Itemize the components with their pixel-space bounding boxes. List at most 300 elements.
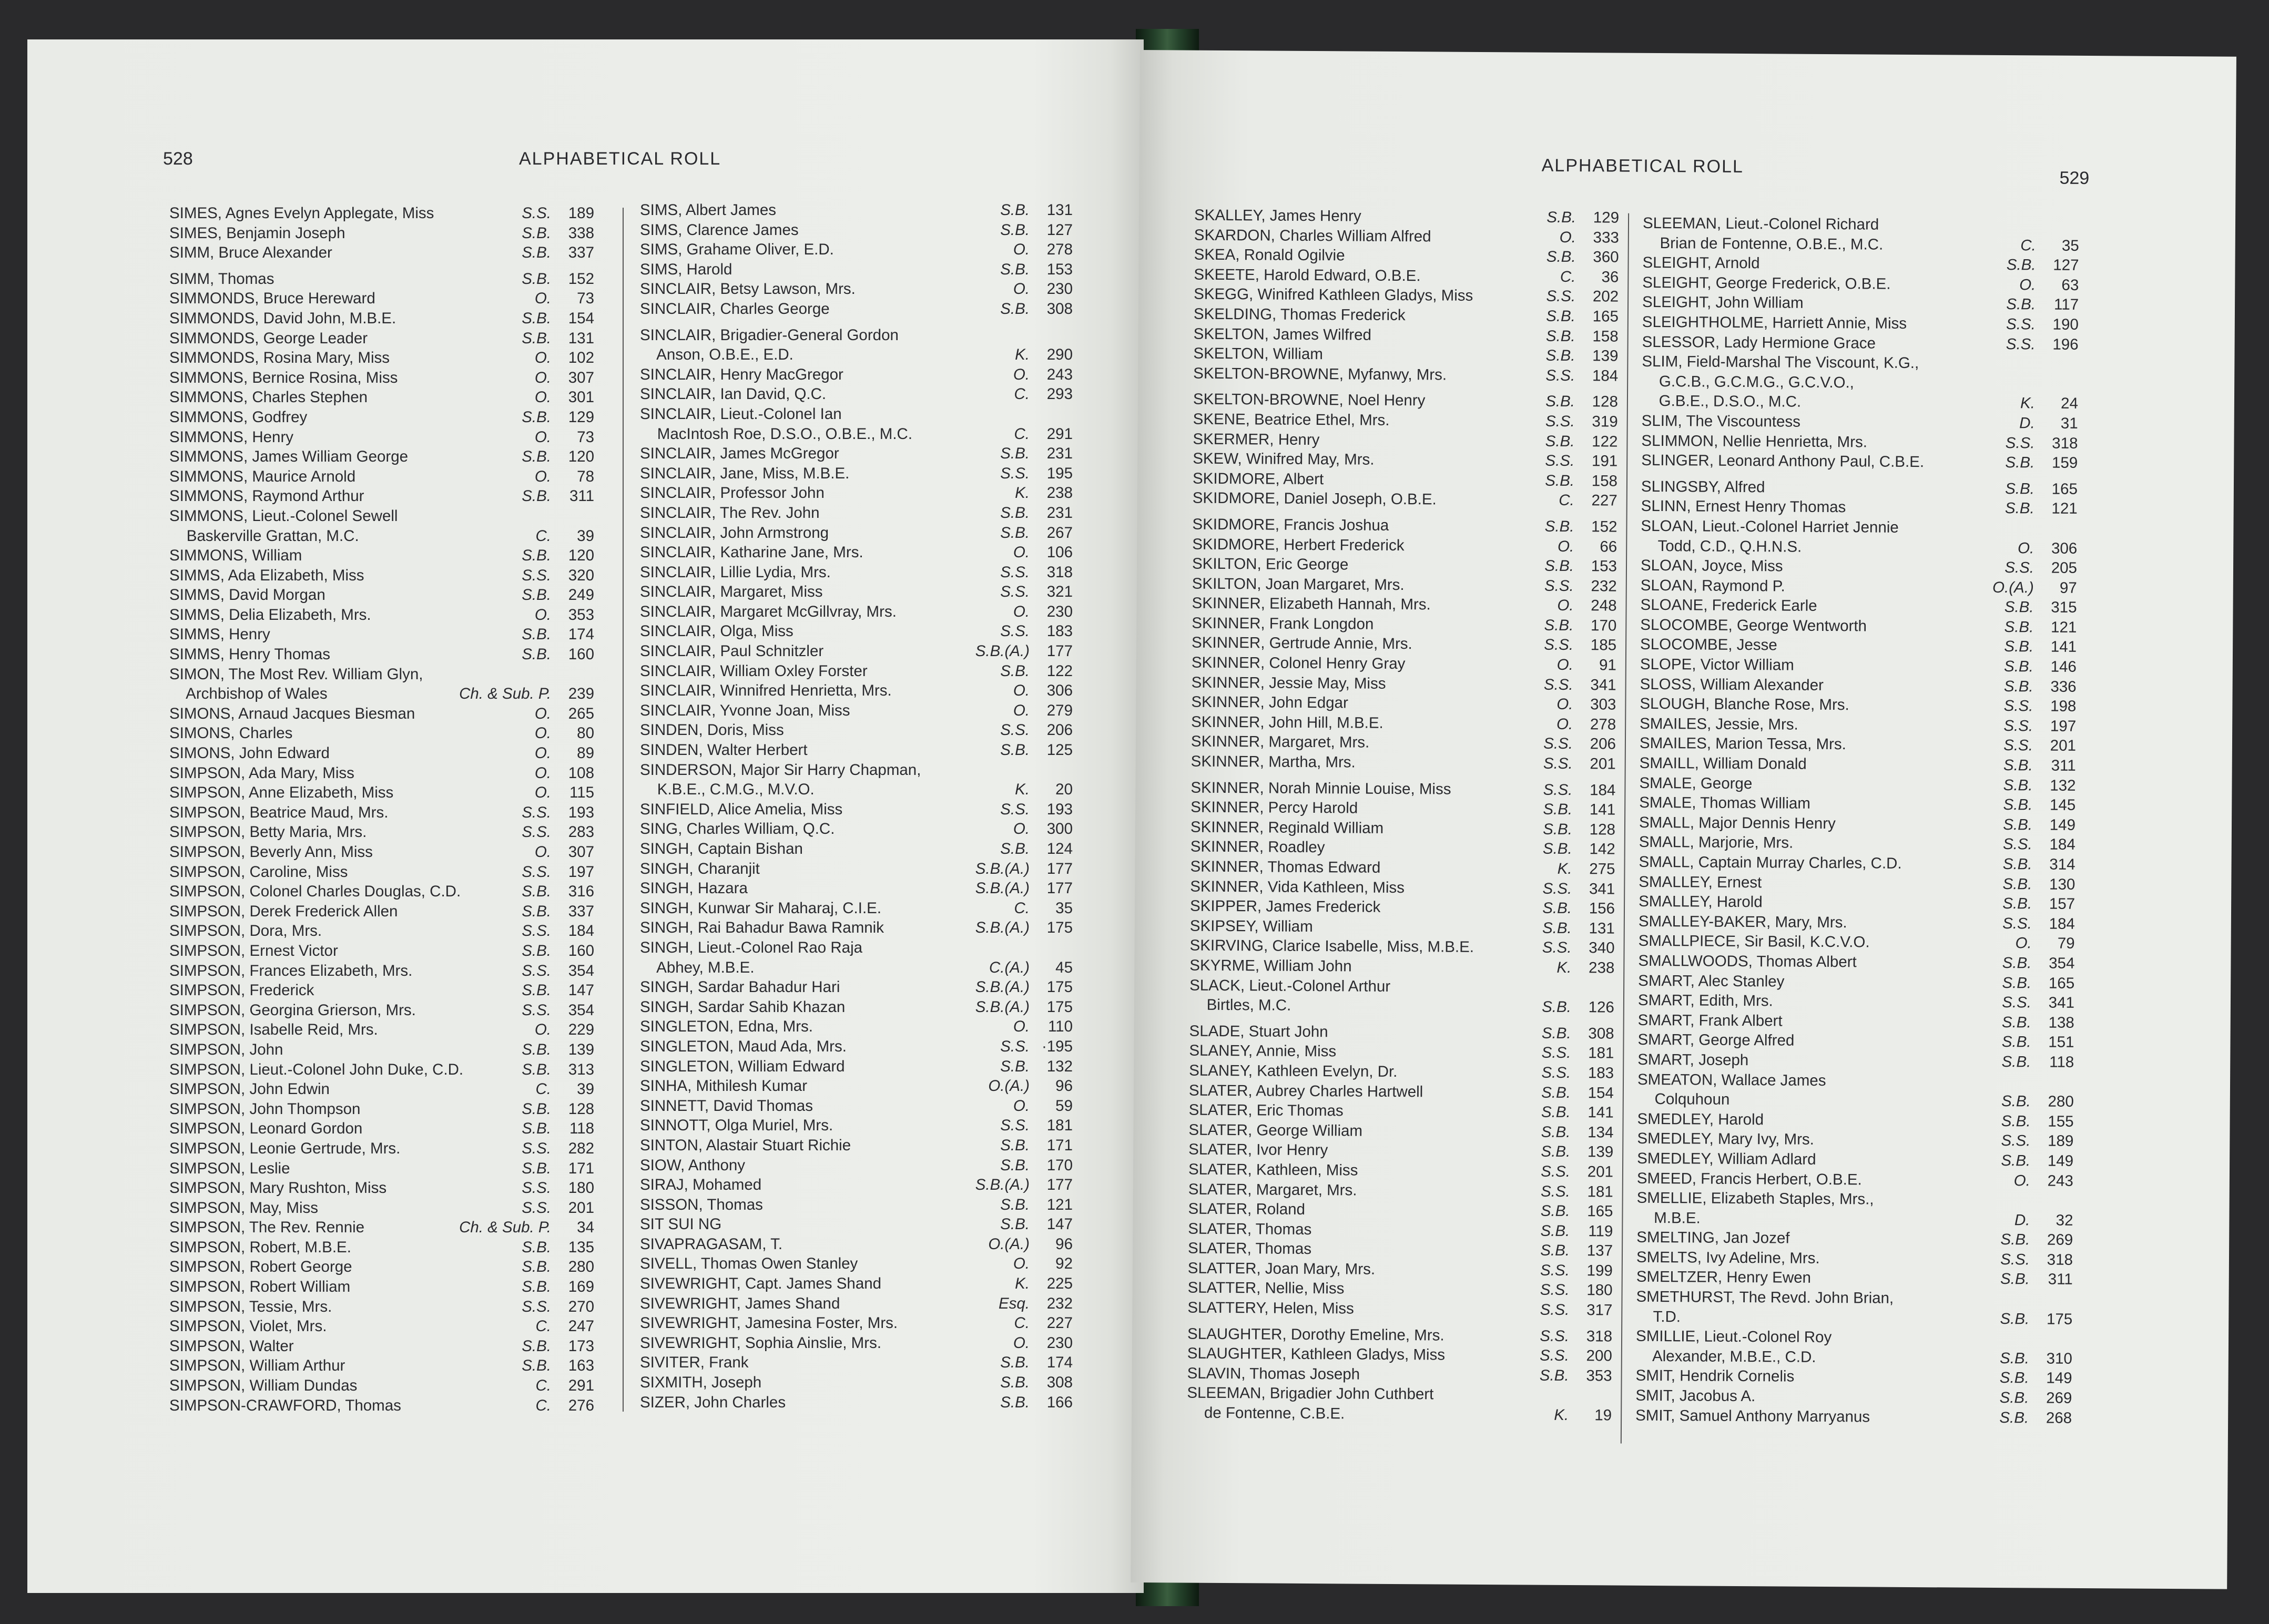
entry-name: SKINNER, Gertrude Annie, Mrs. xyxy=(1192,634,1412,653)
entry-page: 315 xyxy=(2051,598,2077,617)
entry-class: O. xyxy=(534,428,551,446)
roll-entry xyxy=(1640,655,2077,677)
entry-class: O.(A.) xyxy=(1992,578,2034,597)
entry-name: SIVEWRIGHT, Jamesina Foster, Mrs. xyxy=(640,1314,898,1332)
roll-entry xyxy=(1191,798,1615,820)
roll-entry xyxy=(1193,488,1617,511)
entry-class: C.(A.) xyxy=(989,958,1030,976)
roll-entry xyxy=(640,1353,1073,1373)
entry-name: SLESSOR, Lady Hermione Grace xyxy=(1642,333,1876,352)
entry-class: S.B. xyxy=(2005,454,2035,472)
roll-entry xyxy=(640,1096,1073,1116)
entry-name: SIMPSON, Betty Maria, Mrs. xyxy=(169,823,367,841)
entry-class: S.B. xyxy=(1000,1156,1030,1174)
roll-entry xyxy=(169,387,594,407)
roll-entry xyxy=(1192,515,1617,537)
roll-entry xyxy=(1187,1324,1612,1346)
roll-entry xyxy=(1188,1258,1613,1281)
roll-entry xyxy=(169,980,594,1000)
entry-page: 314 xyxy=(2049,855,2075,873)
entry-page: 170 xyxy=(1046,1156,1073,1174)
entry-page: 59 xyxy=(1055,1097,1073,1115)
roll-entry xyxy=(1189,956,1614,978)
entry-class: S.B. xyxy=(1544,517,1574,535)
entry-class: S.S. xyxy=(1543,735,1573,753)
roll-entry xyxy=(1188,1199,1613,1222)
entry-name: SIVAPRAGASAM, T. xyxy=(640,1235,783,1253)
entry-class: S.S. xyxy=(522,823,551,841)
roll-entry xyxy=(1636,1306,2072,1329)
entry-page xyxy=(1571,978,1614,998)
entry-class: S.B. xyxy=(1000,840,1030,857)
entry-page: 119 xyxy=(1588,1222,1613,1240)
entry-name: SKINNER, Reginald William xyxy=(1190,818,1384,837)
entry-name: SMALLEY, Harold xyxy=(1639,893,1763,911)
entry-page: 45 xyxy=(1055,958,1073,976)
entry-name: SLACK, Lieut.-Colonel Arthur xyxy=(1189,976,1391,995)
entry-class: D. xyxy=(2014,1211,2030,1229)
entry-page: 181 xyxy=(1046,1117,1073,1135)
entry-class: S.S. xyxy=(522,1179,551,1197)
entry-name: SIMPSON, William Arthur xyxy=(169,1357,345,1375)
roll-entry xyxy=(1191,732,1616,754)
entry-page: 91 xyxy=(1599,656,1616,674)
roll-entry xyxy=(169,526,594,546)
entry-class: S.B. xyxy=(522,1278,551,1296)
entry-class: O. xyxy=(534,389,551,406)
entry-page: 320 xyxy=(568,566,594,584)
entry-class: S.B. xyxy=(1000,1136,1030,1154)
roll-entry xyxy=(640,997,1073,1017)
roll-entry xyxy=(1640,635,2077,657)
entry-name: SINDEN, Walter Herbert xyxy=(640,741,808,759)
entry-class: S.S. xyxy=(2001,1132,2031,1150)
entry-name: SIMPSON, Mary Rushton, Miss xyxy=(169,1179,387,1197)
entry-name: SKELTON-BROWNE, Myfanwy, Mrs. xyxy=(1193,364,1447,384)
entry-page xyxy=(2034,518,2077,538)
entry-name: SIMMS, Henry Thomas xyxy=(169,646,331,663)
entry-page xyxy=(2035,354,2078,374)
entry-name: SIMPSON, Beverly Ann, Miss xyxy=(169,843,373,861)
entry-page: 73 xyxy=(577,428,594,446)
entry-page: 80 xyxy=(577,724,594,742)
entry-page: 171 xyxy=(568,1159,594,1177)
entry-class: S.B. xyxy=(1546,208,1576,227)
entry-class: C. xyxy=(535,1080,551,1098)
entry-class: S.B. xyxy=(1000,504,1030,522)
roll-entry xyxy=(1189,1080,1614,1103)
roll-entry xyxy=(169,1277,594,1297)
roll-entry xyxy=(1194,225,1619,248)
entry-name: SKEW, Winifred May, Mrs. xyxy=(1193,450,1375,468)
entry-page: 321 xyxy=(1046,583,1073,601)
entry-name: SINCLAIR, Paul Schnitzler xyxy=(640,642,824,660)
roll-entry xyxy=(640,464,1073,484)
entry-page: 337 xyxy=(568,244,594,262)
entry-name: SIMS, Clarence James xyxy=(640,221,799,239)
entry-page: 338 xyxy=(568,224,594,242)
roll-entry xyxy=(1637,1129,2073,1151)
entry-name: SKELTON, James Wilfred xyxy=(1193,325,1372,344)
entry-class: S.B.(A.) xyxy=(975,978,1030,996)
entry-name: SKEETE, Harold Edward, O.B.E. xyxy=(1194,265,1421,285)
entry-page: 163 xyxy=(568,1357,594,1375)
entry-page: 110 xyxy=(1047,1018,1073,1036)
entry-page: 243 xyxy=(2047,1172,2073,1190)
entry-page xyxy=(551,506,594,526)
roll-entry xyxy=(640,760,1073,780)
entry-class: S.B. xyxy=(1545,472,1575,489)
entry-name: SINGH, Sardar Bahadur Hari xyxy=(640,978,840,996)
entry-page: 197 xyxy=(568,863,594,881)
roll-entry xyxy=(1191,692,1616,715)
entry-name: SIVELL, Thomas Owen Stanley xyxy=(640,1255,858,1273)
entry-class: C. xyxy=(1014,425,1030,443)
entry-page: 354 xyxy=(568,962,594,979)
entry-page: 158 xyxy=(1592,327,1619,345)
entry-name: SKILTON, Eric George xyxy=(1192,555,1349,574)
entry-name: SIMPSON-CRAWFORD, Thomas xyxy=(169,1396,401,1414)
entry-name: SLANEY, Annie, Miss xyxy=(1189,1041,1337,1060)
entry-page: 129 xyxy=(1593,209,1620,227)
entry-class: S.B. xyxy=(522,408,551,426)
entry-class: O. xyxy=(1013,1334,1030,1352)
entry-class: S.S. xyxy=(1546,288,1576,305)
entry-name: SKINNER, Norah Minnie Louise, Miss xyxy=(1191,779,1451,798)
entry-name: SINGH, Hazara xyxy=(640,880,748,897)
entry-class: S.B. xyxy=(1000,445,1030,463)
entry-class: S.B. xyxy=(1999,1369,2029,1387)
entry-class: S.S. xyxy=(1544,636,1574,654)
entry-name: SIMMONS, James William George xyxy=(169,448,409,466)
entry-page: 174 xyxy=(1046,1354,1073,1372)
entry-page: 206 xyxy=(1590,735,1616,753)
roll-entry xyxy=(1192,613,1616,636)
entry-name: SLEEMAN, Lieut.-Colonel Richard xyxy=(1642,214,1879,233)
entry-name: SINCLAIR, Margaret, Miss xyxy=(640,583,823,601)
entry-page: 120 xyxy=(568,547,594,565)
entry-page: 96 xyxy=(1055,1235,1073,1253)
roll-entry xyxy=(1193,449,1617,472)
entry-class: K. xyxy=(1554,1406,1569,1424)
roll-entry xyxy=(169,783,594,803)
roll-entry xyxy=(640,720,1073,740)
entry-name: SLATER, Margaret, Mrs. xyxy=(1188,1180,1357,1199)
entry-name: SKINNER, Jessie May, Miss xyxy=(1191,673,1386,692)
entry-page: 154 xyxy=(568,309,594,327)
entry-name: SKIDMORE, Francis Joshua xyxy=(1192,515,1389,534)
entry-page: 131 xyxy=(1589,920,1615,937)
entry-class: S.B. xyxy=(2004,618,2034,636)
roll-entry xyxy=(1187,1403,1612,1426)
entry-name: SINCLAIR, The Rev. John xyxy=(640,504,820,522)
entry-name: SINTON, Alastair Stuart Richie xyxy=(640,1136,851,1154)
roll-entry xyxy=(1192,633,1616,656)
roll-entry xyxy=(1193,429,1617,452)
entry-page: 165 xyxy=(1592,308,1619,325)
roll-entry xyxy=(1187,1363,1612,1386)
entry-name: SKIPSEY, William xyxy=(1189,917,1313,935)
entry-page: 97 xyxy=(2059,579,2077,597)
entry-name: SINFIELD, Alice Amelia, Miss xyxy=(640,800,843,818)
entry-page: 353 xyxy=(568,606,594,624)
entry-page: 276 xyxy=(568,1396,594,1414)
entry-page: 195 xyxy=(1046,464,1073,482)
roll-entry xyxy=(1194,264,1619,287)
entry-name: SLOAN, Lieut.-Colonel Harriet Jennie xyxy=(1641,517,1899,536)
entry-class: S.B. xyxy=(1000,201,1030,219)
roll-entry xyxy=(1637,1089,2074,1112)
roll-entry xyxy=(169,1000,594,1020)
entry-page: 20 xyxy=(1055,781,1073,799)
roll-entry xyxy=(640,1057,1073,1077)
entry-page xyxy=(1569,1385,1612,1405)
entry-page: 120 xyxy=(568,448,594,466)
entry-class: S.B. xyxy=(522,1258,551,1276)
roll-entry xyxy=(1190,916,1615,938)
roll-entry xyxy=(1192,653,1616,676)
entry-class: S.B. xyxy=(522,244,551,262)
roll-entry xyxy=(1641,451,2078,473)
roll-entry xyxy=(1641,431,2078,453)
entry-class: S.B. xyxy=(522,586,551,604)
entry-page: 147 xyxy=(568,982,594,999)
entry-page: 291 xyxy=(1046,425,1073,443)
entry-page: 307 xyxy=(568,843,594,861)
entry-name: SINDEN, Doris, Miss xyxy=(640,721,784,739)
entry-page: 96 xyxy=(1055,1077,1073,1095)
roll-entry xyxy=(640,523,1073,543)
entry-page: 311 xyxy=(2048,1271,2073,1289)
roll-entry xyxy=(640,918,1073,938)
entry-class: O.(A.) xyxy=(988,1077,1030,1095)
roll-entry xyxy=(1635,1405,2072,1428)
roll-entry xyxy=(169,506,594,526)
entry-page: 177 xyxy=(1046,860,1073,877)
entry-class: S.S. xyxy=(522,1139,551,1157)
entry-class: S.S. xyxy=(1545,366,1575,384)
entry-page: 147 xyxy=(1046,1216,1073,1233)
entry-name: SIVEWRIGHT, Sophia Ainslie, Mrs. xyxy=(640,1334,882,1352)
entry-page: ·195 xyxy=(1041,1037,1073,1055)
entry-class: S.B. xyxy=(2003,776,2033,794)
entry-name: SLOAN, Raymond P. xyxy=(1640,576,1785,595)
entry-page: 154 xyxy=(1588,1084,1614,1102)
roll-entry xyxy=(1641,477,2078,499)
roll-entry xyxy=(1192,672,1616,695)
entry-page: 354 xyxy=(2049,954,2075,972)
entry-name: SINCLAIR, John Armstrong xyxy=(640,524,829,542)
roll-entry xyxy=(1188,1140,1613,1162)
roll-entry xyxy=(1636,1228,2073,1250)
roll-entry xyxy=(640,240,1073,260)
roll-entry xyxy=(1190,876,1615,899)
entry-name: SLEEMAN, Brigadier John Cuthbert xyxy=(1187,1384,1434,1403)
entry-class: S.S. xyxy=(2005,434,2035,452)
entry-class: S.S. xyxy=(1543,781,1573,799)
entry-class: S.S. xyxy=(1000,1037,1030,1055)
entry-name: SLOCOMBE, George Wentworth xyxy=(1640,616,1867,635)
entry-class: O. xyxy=(534,1021,551,1039)
entry-page: 106 xyxy=(1046,544,1073,561)
entry-page: 307 xyxy=(568,369,594,386)
entry-page: 121 xyxy=(2050,618,2077,636)
entry-page: 238 xyxy=(1589,959,1615,977)
entry-class: S.B. xyxy=(2001,1112,2031,1130)
roll-entry xyxy=(169,1119,594,1139)
roll-entry xyxy=(169,862,594,882)
entry-name: SKALLEY, James Henry xyxy=(1194,206,1361,225)
entry-class: S.S. xyxy=(1541,1064,1571,1081)
entry-name: SINCLAIR, Katharine Jane, Mrs. xyxy=(640,544,863,561)
roll-entry xyxy=(1639,892,2075,914)
entry-name: SIMPSON, Violet, Mrs. xyxy=(169,1317,327,1335)
entry-page: 181 xyxy=(1588,1044,1614,1062)
entry-name: SIVEWRIGHT, Capt. James Shand xyxy=(640,1275,882,1293)
entry-name: SLATER, Thomas xyxy=(1187,1239,1312,1258)
entry-page: 353 xyxy=(1586,1367,1612,1385)
entry-page: 173 xyxy=(568,1337,594,1355)
entry-name: SLEIGHT, John William xyxy=(1642,293,1804,312)
entry-class: S.B. xyxy=(522,309,551,327)
roll-entry xyxy=(169,467,594,487)
roll-entry xyxy=(1191,778,1615,800)
roll-entry xyxy=(1188,1239,1613,1261)
entry-page: 278 xyxy=(1046,241,1073,259)
entry-class: S.B. xyxy=(2001,1033,2031,1051)
entry-name: Alexander, M.B.E., C.D. xyxy=(1635,1347,1816,1366)
entry-page: 311 xyxy=(2051,757,2076,774)
entry-page: 158 xyxy=(1591,472,1618,490)
roll-entry xyxy=(1637,1069,2074,1092)
entry-page: 313 xyxy=(568,1060,594,1078)
entry-class: S.B. xyxy=(1541,1123,1571,1141)
roll-entry xyxy=(169,803,594,823)
entry-name: SIMM, Bruce Alexander xyxy=(169,244,332,262)
entry-page: 142 xyxy=(1589,840,1615,858)
roll-entry xyxy=(1639,852,2075,875)
entry-name: SKERMER, Henry xyxy=(1193,430,1320,448)
entry-page: 31 xyxy=(2060,414,2078,432)
entry-name: SINCLAIR, Lillie Lydia, Mrs. xyxy=(640,563,831,581)
entry-page: 141 xyxy=(2050,638,2077,656)
entry-page: 227 xyxy=(1591,492,1617,509)
roll-entry xyxy=(1188,1160,1613,1182)
entry-class: S.B. xyxy=(522,1100,551,1118)
entry-class: O. xyxy=(534,704,551,722)
entry-page: 232 xyxy=(1046,1294,1073,1312)
entry-page: 149 xyxy=(2046,1370,2072,1387)
entry-name: SINCLAIR, Charles George xyxy=(640,300,830,318)
entry-class: O. xyxy=(534,467,551,485)
entry-page: 300 xyxy=(1046,820,1073,838)
entry-class: S.S. xyxy=(2006,315,2036,333)
roll-entry xyxy=(640,1017,1073,1037)
entry-page: 340 xyxy=(1589,939,1615,957)
roll-entry xyxy=(1640,714,2076,737)
roll-entry xyxy=(1191,837,1615,860)
entry-page: 311 xyxy=(569,487,594,505)
roll-entry xyxy=(169,902,594,922)
entry-name: SKINNER, Roadley xyxy=(1190,838,1325,856)
entry-class: S.B. xyxy=(522,1040,551,1058)
entry-class: S.S. xyxy=(2002,835,2032,853)
entry-page: 180 xyxy=(1586,1281,1613,1300)
roll-entry xyxy=(1641,536,2077,558)
entry-page: 128 xyxy=(1592,393,1619,411)
roll-entry xyxy=(1638,1010,2074,1033)
entry-name: SIMM, Thomas xyxy=(169,270,274,288)
roll-entry xyxy=(1642,312,2079,335)
entry-class: S.B. xyxy=(2003,815,2033,834)
roll-entry xyxy=(169,203,594,223)
entry-name: SLATER, George William xyxy=(1188,1121,1363,1140)
entry-name: SMART, Frank Albert xyxy=(1637,1011,1783,1030)
entry-page: 139 xyxy=(568,1040,594,1058)
entry-class: S.B. xyxy=(1000,1374,1030,1392)
roll-entry xyxy=(1193,468,1617,491)
roll-entry xyxy=(1642,292,2079,315)
roll-entry xyxy=(640,681,1073,701)
entry-name: SLATER, Eric Thomas xyxy=(1188,1101,1344,1120)
roll-entry xyxy=(169,605,594,625)
entry-page: 141 xyxy=(1589,801,1616,819)
entry-name: Archbishop of Wales xyxy=(169,685,328,703)
entry-class: S.B. xyxy=(522,646,551,663)
entry-page: 267 xyxy=(1046,524,1073,542)
entry-class: Ch. & Sub. P. xyxy=(459,1219,551,1237)
roll-entry xyxy=(640,879,1073,898)
entry-name: SLATER, Aubrey Charles Hartwell xyxy=(1188,1081,1423,1100)
entry-name: Colquhoun xyxy=(1637,1090,1730,1109)
entry-page: 89 xyxy=(577,744,594,762)
entry-name: Todd, C.D., Q.H.N.S. xyxy=(1641,537,1802,556)
entry-class: S.B. xyxy=(1542,840,1572,858)
roll-entry xyxy=(169,329,594,349)
entry-page: 130 xyxy=(2049,875,2075,893)
entry-page: 35 xyxy=(2061,237,2079,254)
entry-name: SIMPSON, Colonel Charles Douglas, C.D. xyxy=(169,883,461,901)
entry-class: O.(A.) xyxy=(988,1235,1030,1253)
entry-name: SIVEWRIGHT, James Shand xyxy=(640,1294,840,1312)
entry-name: SIMES, Benjamin Joseph xyxy=(169,224,345,242)
entry-class: S.S. xyxy=(2003,737,2033,754)
roll-entry xyxy=(1190,896,1615,919)
entry-name: SIMPSON, The Rev. Rennie xyxy=(169,1219,365,1237)
entry-class: K. xyxy=(1015,484,1030,502)
roll-entry xyxy=(1639,872,2075,894)
entry-name: SIMMONS, Henry xyxy=(169,428,294,446)
entry-class: S.B. xyxy=(522,1060,551,1078)
roll-entry xyxy=(1187,1383,1612,1406)
entry-name: SINCLAIR, William Oxley Forster xyxy=(640,662,868,680)
entry-name: SINGLETON, William Edward xyxy=(640,1057,845,1075)
roll-entry xyxy=(1189,1061,1614,1084)
entry-class: S.S. xyxy=(2005,559,2034,577)
entry-page: 227 xyxy=(1046,1314,1073,1332)
roll-entry xyxy=(1643,233,2079,256)
entry-name: SLINGSBY, Alfred xyxy=(1641,477,1765,496)
entry-class: S.S. xyxy=(522,962,551,979)
entry-name: SMART, Alec Stanley xyxy=(1638,972,1785,990)
roll-entry xyxy=(169,269,594,289)
roll-entry xyxy=(640,701,1073,721)
entry-class: S.B. xyxy=(2001,1151,2031,1170)
entry-class: S.S. xyxy=(1542,939,1572,957)
entry-page: 125 xyxy=(1046,741,1073,759)
entry-page: 122 xyxy=(1592,432,1618,451)
entry-page: 238 xyxy=(1046,484,1073,502)
